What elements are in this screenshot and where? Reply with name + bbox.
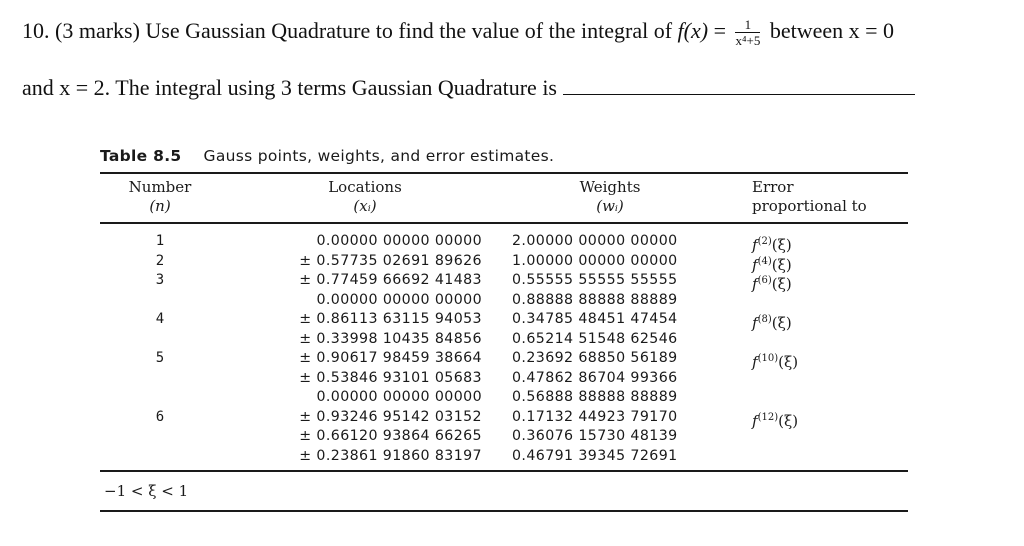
question-suffix: between x = 0	[769, 18, 895, 43]
row-number	[100, 291, 220, 311]
row-weight: 0.36076 15730 48139	[512, 428, 678, 444]
header-number-sub: (n)	[149, 197, 171, 215]
error-order: (4)	[757, 255, 772, 267]
row-location: ± 0.33998 10435 84856	[299, 330, 482, 347]
row-error	[752, 330, 798, 350]
question-line-2-text: and x = 2. The integral using 3 terms Gaussian Quadrature is	[22, 75, 557, 100]
fraction	[735, 18, 760, 47]
header-weights	[520, 178, 700, 216]
row-weight: 0.23692 68850 56189	[512, 350, 678, 366]
column-locations	[250, 232, 482, 466]
error-argument: (ξ)	[771, 275, 792, 293]
table-number: Table 8.5	[100, 147, 182, 165]
error-order: (12)	[757, 411, 779, 423]
row-error	[752, 447, 798, 467]
row-number	[100, 427, 220, 447]
bottom-rule	[100, 470, 908, 472]
row-location: ± 0.90617 98459 38664	[299, 350, 482, 366]
fraction-numerator: 1	[735, 18, 760, 33]
error-order: (10)	[757, 353, 779, 364]
row-location: 0.00000 00000 00000	[316, 291, 482, 308]
row-weight: 2.00000 00000 00000	[512, 233, 678, 249]
row-error	[752, 310, 798, 330]
row-location: ± 0.77459 66692 41483	[299, 272, 482, 288]
error-function: f	[752, 275, 758, 293]
row-weight: 0.88888 88888 88889	[512, 291, 678, 308]
header-locations-label: Locations	[328, 178, 402, 196]
question-prefix: 10. (3 marks) Use Gaussian Quadrature to find the value of the integral of	[22, 18, 673, 43]
row-number	[100, 369, 220, 389]
row-location: ± 0.57735 02691 89626	[299, 252, 482, 269]
row-weight: 0.56888 88888 88889	[512, 389, 678, 405]
row-error	[752, 252, 798, 272]
error-function: f	[752, 353, 758, 371]
table-title: Gauss points, weights, and error estimates.	[203, 147, 555, 165]
error-argument: (ξ)	[771, 314, 792, 332]
question-line-1	[22, 18, 894, 47]
error-argument: (ξ)	[778, 353, 799, 371]
header-locations-sub: (xᵢ)	[353, 197, 377, 215]
row-weight: 0.46791 39345 72691	[512, 447, 678, 464]
header-weights-label: Weights	[579, 178, 641, 196]
row-weight: 0.55555 55555 55555	[512, 272, 678, 288]
column-weights	[512, 232, 722, 466]
column-error	[752, 232, 798, 466]
row-location: 0.00000 00000 00000	[316, 389, 482, 405]
row-error	[752, 369, 798, 389]
error-argument: (ξ)	[771, 255, 792, 274]
column-number	[100, 232, 220, 466]
row-weight: 0.47862 86704 99366	[512, 369, 678, 386]
row-weight: 0.17132 44923 79170	[512, 408, 678, 425]
header-locations	[270, 178, 460, 216]
row-number	[100, 388, 220, 408]
row-number: 6	[155, 408, 165, 425]
row-number: 5	[155, 350, 165, 366]
top-rule	[100, 172, 908, 174]
row-location: ± 0.86113 63115 94053	[299, 311, 482, 327]
error-function: f	[752, 255, 758, 274]
function-label: f(x)	[677, 18, 709, 43]
row-number: 2	[155, 252, 165, 269]
row-location: ± 0.93246 95142 03152	[299, 408, 482, 425]
error-order: (8)	[757, 314, 772, 325]
error-function: f	[752, 411, 758, 430]
row-error	[752, 291, 798, 311]
error-order: (6)	[757, 275, 772, 286]
error-function: f	[752, 314, 758, 332]
row-error	[752, 232, 798, 252]
header-error	[752, 178, 867, 216]
row-error	[752, 271, 798, 291]
row-number	[100, 447, 220, 467]
equals-sign: =	[708, 18, 732, 43]
error-function: f	[752, 236, 758, 254]
row-number	[100, 330, 220, 350]
row-location: ± 0.23861 91860 83197	[299, 447, 482, 464]
footer-rule	[100, 510, 908, 512]
header-error-sub: proportional to	[752, 197, 867, 215]
header-error-label: Error	[752, 178, 794, 196]
row-number: 3	[155, 272, 165, 288]
header-rule	[100, 222, 908, 224]
row-number: 1	[155, 233, 165, 249]
error-order: (2)	[757, 236, 772, 247]
error-argument: (ξ)	[771, 236, 792, 254]
row-weight: 0.34785 48451 47454	[512, 311, 678, 327]
row-error	[752, 408, 798, 428]
row-error	[752, 349, 798, 369]
answer-blank[interactable]	[563, 74, 915, 95]
header-weights-sub: (wᵢ)	[596, 197, 624, 215]
row-location: 0.00000 00000 00000	[316, 233, 482, 249]
table-caption	[100, 147, 554, 165]
row-location: ± 0.66120 93864 66265	[299, 428, 482, 444]
row-weight: 1.00000 00000 00000	[512, 252, 678, 269]
header-number	[100, 178, 220, 216]
row-location: ± 0.53846 93101 05683	[299, 369, 482, 386]
fraction-denominator: x⁴+5	[735, 33, 761, 49]
row-number: 4	[155, 311, 165, 327]
question-line-2	[22, 74, 915, 101]
row-weight: 0.65214 51548 62546	[512, 330, 678, 347]
row-error	[752, 388, 798, 408]
header-number-label: Number	[128, 178, 192, 196]
xi-range-note: −1 < ξ < 1	[104, 482, 189, 500]
error-argument: (ξ)	[778, 411, 799, 430]
